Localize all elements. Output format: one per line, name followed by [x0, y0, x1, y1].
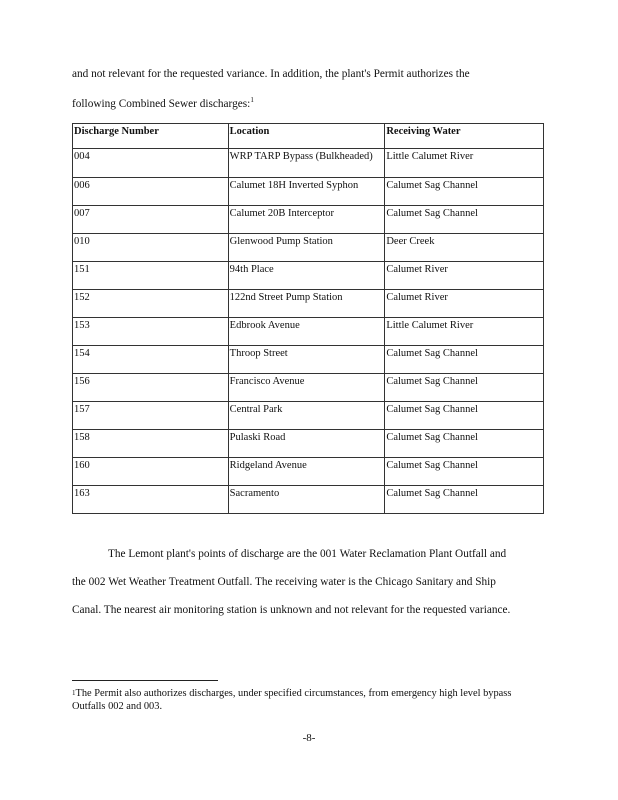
- combined-sewer-discharges-table: [72, 123, 544, 514]
- intro-line-2-text: following Combined Sewer discharges:: [72, 97, 251, 110]
- cell-receiving-water: Calumet River: [385, 262, 544, 290]
- cell-discharge-number: 163: [73, 486, 229, 514]
- cell-location: Glenwood Pump Station: [228, 234, 385, 262]
- table-row: [73, 374, 544, 402]
- header-discharge-number: Discharge Number: [73, 124, 229, 149]
- footnote-ref: 1: [250, 96, 254, 104]
- intro-line-1: and not relevant for the requested variance. In addition, the plant's Permit authorizes the: [72, 68, 470, 80]
- cell-location: Calumet 20B Interceptor: [228, 206, 385, 234]
- cell-discharge-number: 154: [73, 346, 229, 374]
- cell-discharge-number: 152: [73, 290, 229, 318]
- cell-receiving-water: Deer Creek: [385, 234, 544, 262]
- cell-discharge-number: 158: [73, 430, 229, 458]
- page-number: -8-: [302, 732, 316, 744]
- table-row: [73, 458, 544, 486]
- cell-location: 122nd Street Pump Station: [228, 290, 385, 318]
- cell-discharge-number: 010: [73, 234, 229, 262]
- cell-discharge-number: 007: [73, 206, 229, 234]
- cell-receiving-water: Calumet Sag Channel: [385, 402, 544, 430]
- cell-discharge-number: 156: [73, 374, 229, 402]
- footnote: [72, 687, 542, 713]
- cell-receiving-water: Calumet Sag Channel: [385, 206, 544, 234]
- paragraph-line-3: Canal. The nearest air monitoring station is unknown and not relevant for the requested variance.: [72, 604, 511, 616]
- cell-location: Throop Street: [228, 346, 385, 374]
- table-row: [73, 206, 544, 234]
- cell-location: 94th Place: [228, 262, 385, 290]
- table-row: [73, 402, 544, 430]
- table-row: [73, 486, 544, 514]
- cell-discharge-number: 153: [73, 318, 229, 346]
- cell-discharge-number: 004: [73, 149, 229, 178]
- cell-receiving-water: Calumet Sag Channel: [385, 346, 544, 374]
- table-row: [73, 178, 544, 206]
- table-row: [73, 346, 544, 374]
- footnote-divider: [72, 680, 218, 681]
- cell-receiving-water: Little Calumet River: [385, 149, 544, 178]
- cell-receiving-water: Calumet Sag Channel: [385, 430, 544, 458]
- cell-receiving-water: Calumet River: [385, 290, 544, 318]
- cell-location: Sacramento: [228, 486, 385, 514]
- table-row: [73, 318, 544, 346]
- cell-receiving-water: Little Calumet River: [385, 318, 544, 346]
- cell-location: Francisco Avenue: [228, 374, 385, 402]
- table-row: [73, 234, 544, 262]
- paragraph-line-1: The Lemont plant's points of discharge are the 001 Water Reclamation Plant Outfall and: [108, 548, 507, 560]
- table-row: [73, 262, 544, 290]
- table-row: [73, 430, 544, 458]
- cell-location: Calumet 18H Inverted Syphon: [228, 178, 385, 206]
- cell-location: Central Park: [228, 402, 385, 430]
- cell-receiving-water: Calumet Sag Channel: [385, 178, 544, 206]
- cell-receiving-water: Calumet Sag Channel: [385, 374, 544, 402]
- cell-location: WRP TARP Bypass (Bulkheaded): [228, 149, 385, 178]
- intro-line-2: [72, 96, 254, 110]
- cell-location: Pulaski Road: [228, 430, 385, 458]
- footnote-text: The Permit also authorizes discharges, under specified circumstances, from emergency high level bypass Outfalls 002 and 003.: [72, 688, 512, 712]
- table-row: [73, 290, 544, 318]
- table-row: [73, 149, 544, 178]
- cell-discharge-number: 160: [73, 458, 229, 486]
- header-receiving-water: Receiving Water: [385, 124, 544, 149]
- paragraph-line-2: the 002 Wet Weather Treatment Outfall. The receiving water is the Chicago Sanitary and Ship: [72, 576, 496, 588]
- cell-location: Ridgeland Avenue: [228, 458, 385, 486]
- cell-discharge-number: 157: [73, 402, 229, 430]
- cell-location: Edbrook Avenue: [228, 318, 385, 346]
- cell-discharge-number: 006: [73, 178, 229, 206]
- cell-receiving-water: Calumet Sag Channel: [385, 486, 544, 514]
- table-header-row: [73, 124, 544, 149]
- cell-discharge-number: 151: [73, 262, 229, 290]
- footnote-marker: 1: [72, 689, 76, 697]
- cell-receiving-water: Calumet Sag Channel: [385, 458, 544, 486]
- header-location: Location: [228, 124, 385, 149]
